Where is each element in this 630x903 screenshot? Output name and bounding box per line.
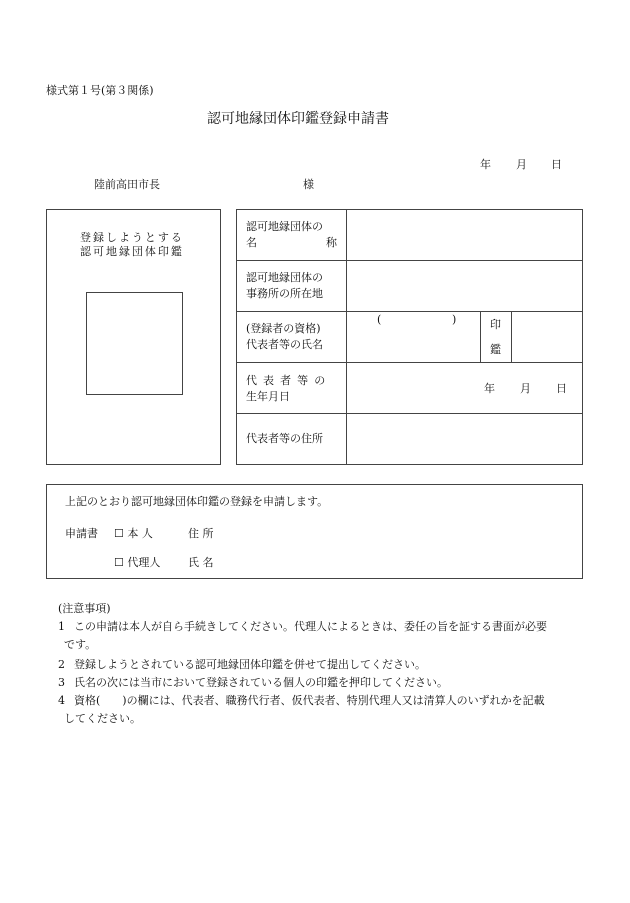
- name-label: 氏 名: [188, 556, 214, 569]
- personal-seal-area[interactable]: [514, 314, 580, 359]
- dob-label-1: [246, 373, 338, 389]
- note-text-continued: です。: [64, 638, 97, 651]
- seal-impression-area[interactable]: [86, 292, 183, 395]
- qualification-paren-close: ): [452, 313, 457, 326]
- dob-year: 年: [484, 382, 495, 395]
- dob-label-1-spread: [246, 373, 338, 389]
- qualification-paren-open: (: [377, 313, 382, 326]
- org-name-label-2b: 称: [326, 236, 337, 249]
- seal-registration-box: [46, 209, 221, 465]
- option-self[interactable]: ☐ 本 人: [114, 527, 153, 540]
- seal-box-line1: 登録しようとする: [80, 231, 184, 244]
- page-title: 認可地縁団体印鑑登録申請書: [207, 111, 389, 127]
- application-statement: 上記のとおり認可地縁団体印鑑の登録を申請します。: [65, 495, 329, 508]
- applicant-name-field[interactable]: [232, 552, 562, 572]
- dob-day: 日: [556, 382, 567, 395]
- office-label-2: 事務所の所在地: [246, 287, 323, 300]
- date-day: 日: [551, 158, 562, 171]
- table-divider: [346, 209, 347, 465]
- representative-label-2: 代表者等の氏名: [246, 338, 323, 351]
- addressee-sama: 様: [303, 178, 314, 191]
- office-address-field[interactable]: [350, 264, 578, 308]
- seal-label-1: 印: [490, 318, 501, 331]
- table-row-line: [236, 311, 583, 312]
- table-row-line: [236, 260, 583, 261]
- dob-field[interactable]: [350, 366, 478, 410]
- note-number: 4: [58, 694, 65, 707]
- dob-label-1-text: 代表者等の: [246, 374, 332, 387]
- seal-col-divider: [480, 311, 481, 362]
- note-text: 資格( )の欄には、代表者、職務代行者、仮代表者、特別代理人又は清算人のいずれかを記載: [74, 694, 545, 707]
- org-name-label-2a: 名: [246, 236, 257, 249]
- representative-label-1: (登録者の資格): [246, 322, 321, 335]
- notes-heading: (注意事項): [58, 602, 111, 615]
- note-text: この申請は本人が自ら手続きしてください。代理人によるときは、委任の旨を証する書面が必要: [74, 620, 547, 633]
- rep-address-label: 代表者等の住所: [246, 432, 323, 445]
- note-number: 3: [58, 676, 65, 689]
- qualification-field[interactable]: [384, 313, 448, 327]
- note-text: 登録しようとされている認可地縁団体印鑑を併せて提出してください。: [74, 658, 426, 671]
- representative-name-field[interactable]: [350, 330, 476, 358]
- org-name-field[interactable]: [350, 213, 578, 257]
- application-box: [46, 484, 583, 579]
- note-number: 1: [58, 620, 65, 633]
- form-number: 様式第１号(第３関係): [46, 84, 154, 97]
- date-month: 月: [516, 158, 527, 171]
- date-year: 年: [480, 158, 491, 171]
- note-number: 2: [58, 658, 65, 671]
- note-text-continued: してください。: [64, 712, 141, 725]
- dob-month: 月: [520, 382, 531, 395]
- table-row-line: [236, 413, 583, 414]
- addressee-mayor: 陸前高田市長: [94, 178, 160, 191]
- org-name-label-1: 認可地縁団体の: [246, 220, 323, 233]
- dob-label-2: 生年月日: [246, 390, 290, 403]
- applicant-label: 申請書: [65, 527, 98, 540]
- table-row-line: [236, 362, 583, 363]
- note-text: 氏名の次には当市において登録されている個人の印鑑を押印してください。: [74, 676, 448, 689]
- seal-col-divider: [511, 311, 512, 362]
- rep-address-field[interactable]: [350, 417, 578, 461]
- applicant-address-field[interactable]: [232, 523, 562, 543]
- option-agent[interactable]: ☐ 代理人: [114, 556, 161, 569]
- address-label: 住 所: [188, 527, 214, 540]
- office-label-1: 認可地縁団体の: [246, 271, 323, 284]
- seal-label-2: 鑑: [490, 343, 501, 356]
- seal-box-line2: 認可地縁団体印鑑: [80, 245, 184, 258]
